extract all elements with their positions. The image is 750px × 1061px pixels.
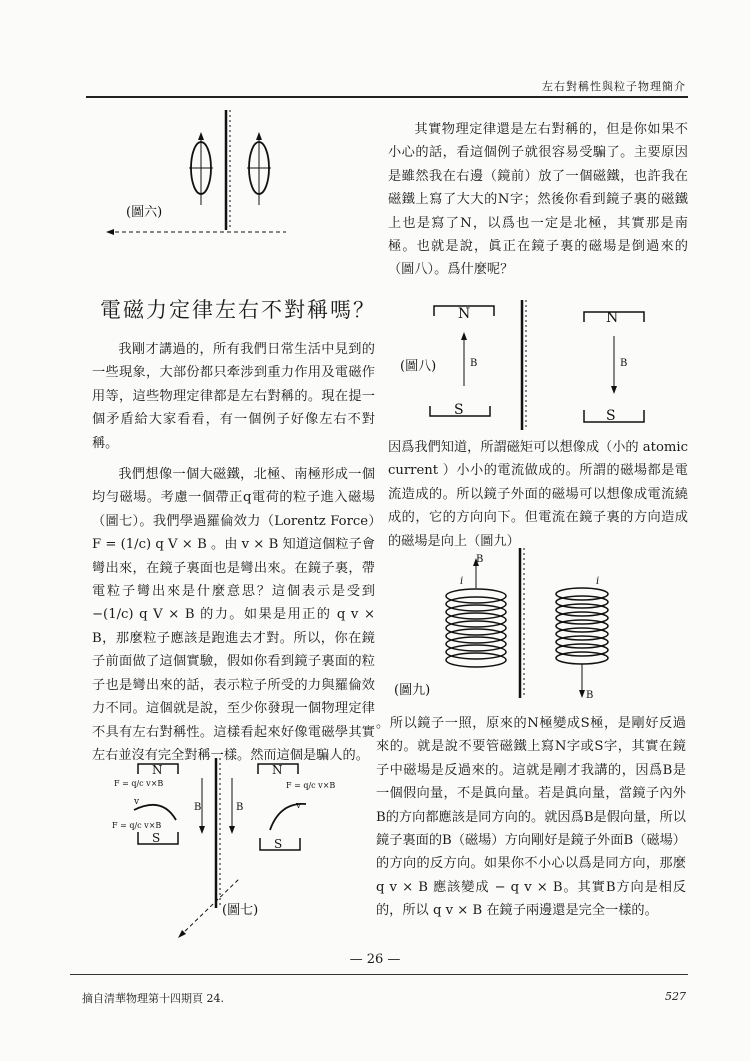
running-head: 左右對稱性與粒子物理簡介 [542,80,686,93]
solenoid-left [446,589,506,667]
svg-text:i: i [460,576,464,587]
header-rule [86,96,688,98]
svg-text:S: S [454,402,464,418]
figure-8 [398,300,688,435]
left-column [92,338,375,767]
particle-path-left [134,805,176,820]
right-column-middle [388,436,688,553]
right-paragraph-2: 因爲我們知道，所謂磁矩可以想像成（小的 atomic current ）小小的電流做成的。所謂的磁場都是電流造成的。所以鏡子外面的磁場可以想像成電流繞成的，它的方向向下。但電流在鏡子裏的方向造成的磁場是向上（圖九） [388,440,688,549]
svg-text:B: B [194,802,202,813]
right-column-top [388,118,688,282]
fig6-caption: (圖六) [126,205,163,220]
svg-text:B: B [236,802,244,813]
fig7-formula-top: F = q/c v×B [114,779,164,788]
journal-page-number: 527 [665,990,686,1003]
svg-text:S: S [606,408,616,424]
svg-text:N: N [458,306,471,322]
fig7-formula-bottom: F = q/c v×B [112,821,162,830]
right-paragraph-3: 。所以鏡子一照，原來的N極變成S極，是剛好反過來的。就是說不要管磁鐵上寫N字或S字，其實在鏡子中磁場是反過來的。這就是剛才我講的，因爲B是一個假向量，不是眞向量。若是眞向量，當鏡子內外B的方向都應該是同方向的。就因爲B是假向量，所以鏡子裏面的B（磁場）方向剛好是鏡子外面B（磁場）的方向的反方向。如果你不小心以爲是同方向，那麼 q v × B 應該變成 − q v × B。其實B方向是相反的，所以 q v × B 在鏡子兩邊還是完全一樣的。 [376,716,686,919]
solenoid-right [556,588,608,664]
fig9-caption: (圖九) [394,683,431,698]
figure-7 [110,758,380,940]
svg-text:i: i [596,576,600,587]
svg-text:B: B [586,690,594,701]
svg-text:v: v [134,797,140,807]
svg-text:S: S [152,831,161,845]
svg-text:v: v [296,801,302,811]
svg-text:S: S [274,837,283,851]
fig8-caption: (圖八) [400,359,437,374]
right-column-bottom [376,712,686,923]
svg-text:N: N [272,763,283,777]
page-number: — 26 — [349,952,401,967]
fig7-caption: (圖七) [222,903,259,918]
svg-text:B: B [620,358,628,369]
svg-text:B: B [470,358,478,369]
left-paragraph-1: 我剛才講過的，所有我們日常生活中見到的一些現象，大部份都只牽涉到重力作用及電磁作用等，這些物理定律都是左右對稱的。現在提一個矛盾給大家看看，有一個例子好像左右不對稱。 [92,342,375,451]
footer-rule [70,974,688,975]
section-title: 電磁力定律左右不對稱嗎？ [100,298,376,322]
svg-text:N: N [152,763,163,777]
figure-9 [390,548,680,708]
left-paragraph-2: 我們想像一個大磁鐵，北極、南極形成一個均勻磁場。考慮一個帶正q電荷的粒子進入磁場（圖七）。我們學過羅倫效力（Lorentz Force）F = (1/c) q V × B 。由 v × B 知道這個粒子會彎出來，在鏡子裏面也是彎出來。在鏡子裏，帶電粒子彎出來是什麼意思？這個表示是受到 −(1/c) q V × B 的力。如果是用正的 q v × B，那麼粒子應該是跑進去才對。所以，你在鏡子前面做了這個實驗，假如你看到鏡子裏面的粒子也是彎出來的話，表示粒子所受的力與羅倫效力不同。這個就是說，至少你發現一個物理定律不具有左右對稱性。這樣看起來好像電磁學其實左右並沒有完全對稱一樣。然而這個是騙人的。 [92,467,375,763]
source-note: 摘自清華物理第十四期頁 24. [82,992,224,1005]
right-paragraph-1: 其實物理定律還是左右對稱的，但是你如果不小心的話，看這個例子就很容易受騙了。主要原因是雖然我在右邊（鏡前）放了一個磁鐵，也許我在磁鐵上寫了大大的N字；然後你看到鏡子裏的磁鐵上也是寫了N，以爲也一定是北極，其實那是南極。也就是說，眞正在鏡子裏的磁場是倒過來的（圖八）。爲什麼呢？ [388,122,688,278]
svg-text:B: B [476,554,484,565]
figure-6 [96,110,296,240]
fig7-formula-right: F = q/c v×B [286,781,336,790]
svg-text:N: N [606,310,619,326]
